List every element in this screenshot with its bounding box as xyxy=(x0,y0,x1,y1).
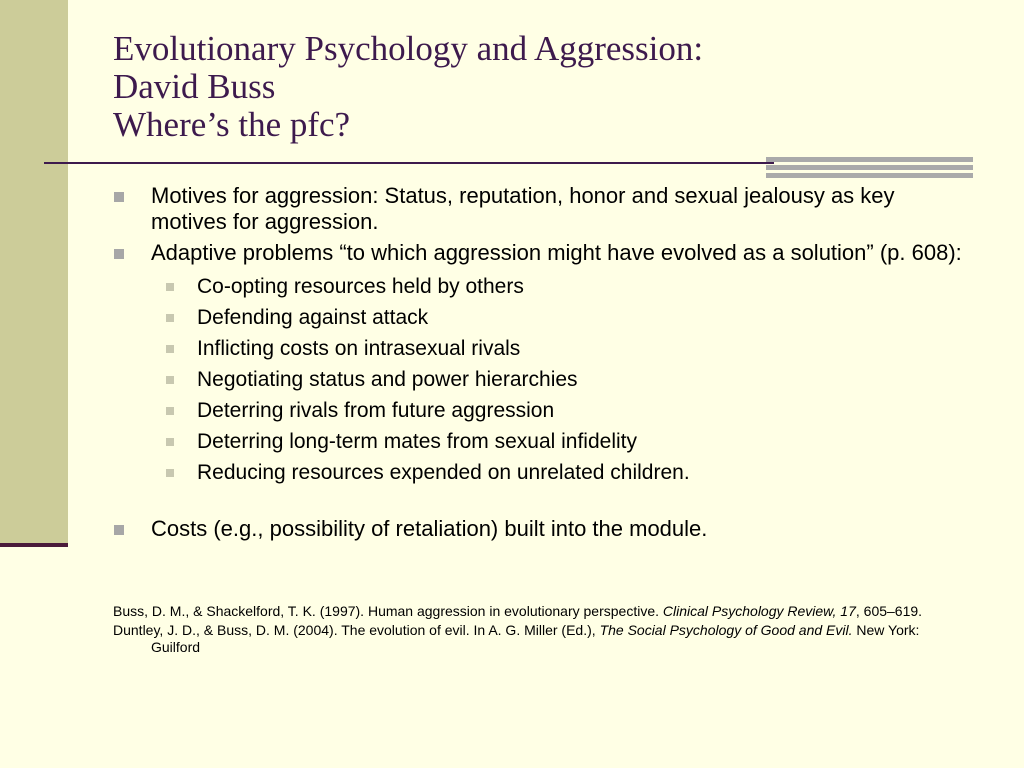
square-bullet-icon xyxy=(114,525,124,535)
sub-bullet-text: Deterring long-term mates from sexual infidelity xyxy=(197,430,637,453)
sub-bullet-text: Co-opting resources held by others xyxy=(197,275,524,298)
bullet-item xyxy=(110,183,970,235)
sub-bullet-text: Defending against attack xyxy=(197,306,429,329)
bullet-text: Costs (e.g., possibility of retaliation) built into the module. xyxy=(151,516,708,541)
sub-bullet-item xyxy=(110,364,970,395)
sub-bullet-text: Inflicting costs on intrasexual rivals xyxy=(197,337,521,360)
square-bullet-icon xyxy=(114,249,124,259)
slide-title xyxy=(113,30,973,144)
reference-pages: , 605–619. xyxy=(855,603,923,619)
sub-bullet-item xyxy=(110,426,970,457)
title-underline xyxy=(44,162,774,164)
reference-book-title: The Social Psychology of Good and Evil. xyxy=(599,622,853,638)
sub-bullet-item xyxy=(110,457,970,488)
reference-journal: Clinical Psychology Review, 17 xyxy=(662,603,856,619)
square-bullet-icon xyxy=(166,407,174,415)
square-bullet-icon xyxy=(166,345,174,353)
square-bullet-icon xyxy=(166,376,174,384)
accent-bar xyxy=(766,165,973,170)
sub-bullet-list xyxy=(110,271,970,488)
accent-bar xyxy=(766,157,973,162)
sub-bullet-text: Deterring rivals from future aggression xyxy=(197,399,555,422)
sub-bullet-item xyxy=(110,271,970,302)
title-line-3: Where’s the pfc? xyxy=(113,105,351,144)
bullet-item xyxy=(110,516,970,542)
bullet-text: Motives for aggression: Status, reputation, honor and sexual jealousy as key motives for aggression. xyxy=(151,183,895,234)
sub-bullet-item xyxy=(110,302,970,333)
square-bullet-icon xyxy=(166,283,174,291)
reference-text: Duntley, J. D., & Buss, D. M. (2004). The evolution of evil. In A. G. Miller (Ed.), xyxy=(113,622,600,638)
left-band-rule xyxy=(0,543,68,547)
reference-item xyxy=(113,603,963,620)
left-decorative-band xyxy=(0,0,68,546)
references xyxy=(113,603,963,658)
reference-text: Buss, D. M., & Shackelford, T. K. (1997). Human aggression in evolutionary perspective. xyxy=(113,603,663,619)
accent-bar xyxy=(766,173,973,178)
sub-bullet-text: Negotiating status and power hierarchies xyxy=(197,368,578,391)
reference-item xyxy=(113,622,963,656)
bullet-text: Adaptive problems “to which aggression might have evolved as a solution” (p. 608): xyxy=(151,240,962,265)
square-bullet-icon xyxy=(166,314,174,322)
title-accent-bars xyxy=(766,157,973,179)
reference-publisher: New York: Guilford xyxy=(151,622,920,655)
sub-bullet-item xyxy=(110,395,970,426)
title-line-1: Evolutionary Psychology and Aggression: xyxy=(113,29,704,68)
spacer xyxy=(110,488,970,516)
slide-body xyxy=(110,183,970,547)
sub-bullet-item xyxy=(110,333,970,364)
square-bullet-icon xyxy=(166,469,174,477)
sub-bullet-text: Reducing resources expended on unrelated children. xyxy=(197,461,690,484)
bullet-item xyxy=(110,240,970,266)
square-bullet-icon xyxy=(166,438,174,446)
square-bullet-icon xyxy=(114,192,124,202)
title-line-2: David Buss xyxy=(113,67,276,106)
